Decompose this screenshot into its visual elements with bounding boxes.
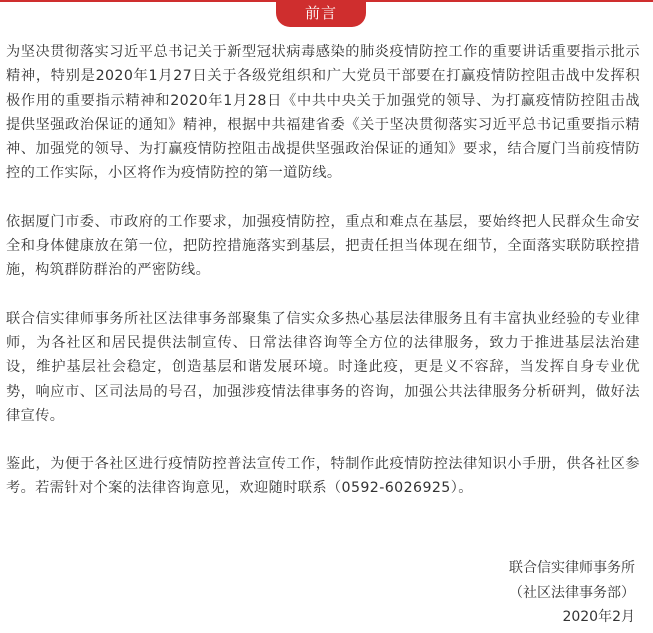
paragraph-intro: 为坚决贯彻落实习近平总书记关于新型冠状病毒感染的肺炎疫情防控工作的重要讲话重要指示批示精神，特别是2020年1月27日关于各级党组织和广大党员干部要在打赢疫情防控阻击战中发挥积极作用的重要指示精神和2020年1月28日《中共中央关于加强党的领导、为打赢疫情防控阻击战提供坚强政治保证的通知》精神，根据中共福建省委《关于坚决贯彻落实习近平总书记重要指示精神、加强党的领导、为打赢疫情防控阻击战提供坚强政治保证的通知》要求，结合厦门当前疫情防控的工作实际，小区将作为疫情防控的第一道防线。 <box>6 44 640 182</box>
signature-block <box>509 556 635 630</box>
signature-date: 2020年2月 <box>562 609 635 625</box>
paragraph-requirements: 依据厦门市委、市政府的工作要求，加强疫情防控，重点和难点在基层，要始终把人民群众生命安全和身体健康放在第一位，把防控措施落实到基层，把责任担当体现在细节，全面落实联防联控措施，构筑群防群治的严密防线。 <box>6 213 640 279</box>
section-title-tab <box>276 0 366 27</box>
preface-body <box>6 40 640 525</box>
signature-department: （社区法律事务部） <box>509 584 635 601</box>
paragraph-firm-services: 联合信实律师事务所社区法律事务部聚集了信实众多热心基层法律服务且有丰富执业经验的专业律师，为各社区和居民提供法制宣传、日常法律咨询等全方位的法律服务，致力于推进基层法治建设，维护基层社会稳定，创造基层和谐发展环境。时逢此疫，更是义不容辞，当发挥自身专业优势，响应市、区司法局的号召，加强涉疫情法律事务的咨询，加强公共法律服务分析研判，做好法律宣传。 <box>6 310 640 424</box>
paragraph-contact: 鉴此，为便于各社区进行疫情防控普法宣传工作，特制作此疫情防控法律知识小手册，供各社区参考。若需针对个案的法律咨询意见，欢迎随时联系（0592-6026925）。 <box>6 456 640 497</box>
signature-organization: 联合信实律师事务所 <box>509 560 635 576</box>
section-title: 前言 <box>304 4 337 22</box>
